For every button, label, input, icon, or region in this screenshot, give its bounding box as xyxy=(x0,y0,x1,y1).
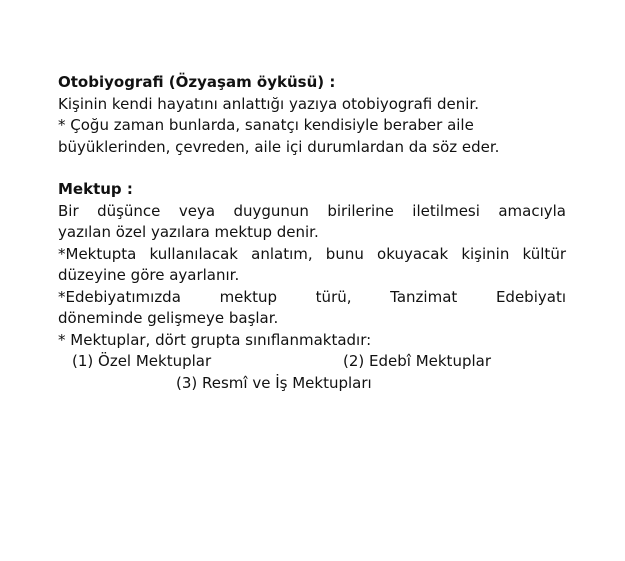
otobiyografi-definition: Kişinin kendi hayatını anlattığı yazıya otobiyografi denir. xyxy=(58,94,479,113)
mektup-section xyxy=(58,179,566,394)
mektup-heading: Mektup : xyxy=(58,180,133,198)
mektup-style-note-line-1: *Mektupta kullanılacak anlatım, bunu okuyacak kişinin kültür xyxy=(58,244,566,263)
mektup-types-row-1 xyxy=(58,351,566,373)
mektup-history-note-line-1: *Edebiyatımızda mektup türü, Tanzimat Edebiyatı xyxy=(58,287,566,306)
otobiyografi-heading: Otobiyografi (Özyaşam öyküsü) : xyxy=(58,73,336,91)
section-spacer xyxy=(58,158,566,179)
otobiyografi-note-line-1: * Çoğu zaman bunlarda, sanatçı kendisiyle beraber aile xyxy=(58,116,474,134)
mektup-type-ozel: (1) Özel Mektuplar xyxy=(72,352,212,370)
mektup-history-note-line-2: döneminde gelişmeye başlar. xyxy=(58,309,279,327)
otobiyografi-section xyxy=(58,72,566,158)
mektup-type-resmi: (3) Resmî ve İş Mektupları xyxy=(176,373,372,392)
mektup-definition-line-2: yazılan özel yazılara mektup denir. xyxy=(58,223,319,241)
mektup-definition-line-1: Bir düşünce veya duygunun birilerine iletilmesi amacıyla xyxy=(58,201,566,220)
mektup-type-edebi: (2) Edebî Mektuplar xyxy=(343,352,491,370)
otobiyografi-note-line-2: büyüklerinden, çevreden, aile içi durumlardan da söz eder. xyxy=(58,137,500,156)
mektup-style-note-line-2: düzeyine göre ayarlanır. xyxy=(58,266,240,284)
mektup-types-intro: * Mektuplar, dört grupta sınıflanmaktadır: xyxy=(58,330,372,349)
document-page xyxy=(58,72,566,394)
mektup-types-row-2 xyxy=(58,373,566,395)
